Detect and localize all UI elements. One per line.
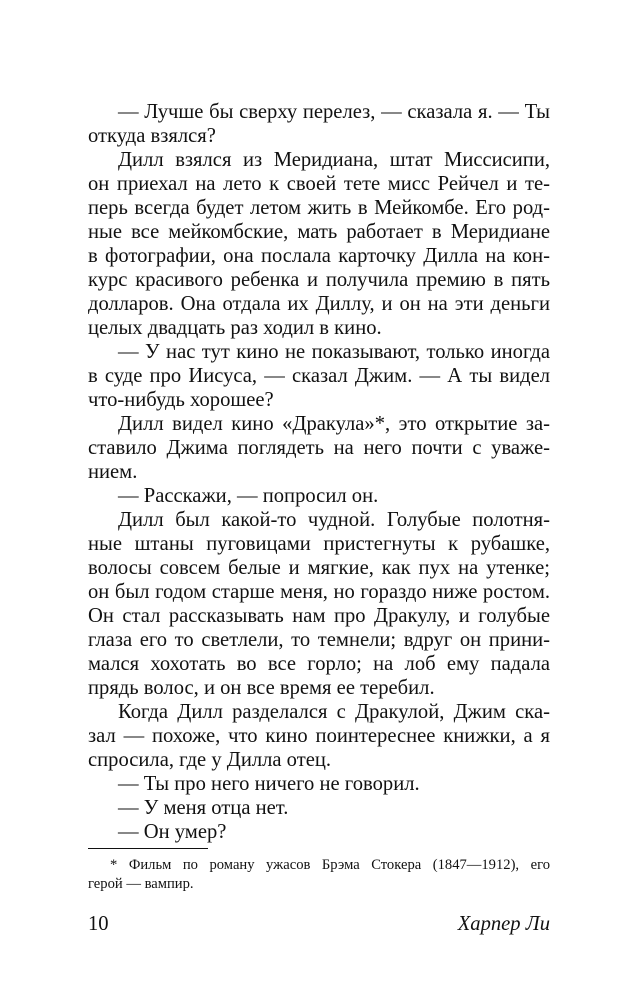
- text-line: в фотографии, она послала карточку Дилла на кон-: [88, 245, 550, 267]
- text-line: — Лучше бы сверху перелез, — сказала я. — Ты: [118, 101, 550, 123]
- page-number: 10: [88, 913, 109, 935]
- text-line: курс красивого ребенка и получила премию в пять: [88, 269, 550, 291]
- text-line: глаза его то светлели, то темнели; вдруг он прини-: [88, 629, 550, 651]
- text-line: откуда взялся?: [88, 125, 216, 147]
- text-line: — Он умер?: [118, 821, 227, 843]
- text-line: Дилл взялся из Меридиана, штат Миссисипи,: [118, 149, 550, 171]
- text-line: целых двадцать раз ходил в кино.: [88, 317, 382, 339]
- running-head: Харпер Ли: [457, 913, 550, 935]
- text-line: зал — похоже, что кино поинтереснее книжки, а я: [88, 725, 550, 747]
- text-line: перь всегда будет летом жить в Мейкомбе. Его род-: [88, 197, 550, 219]
- footnote-line: герой — вампир.: [88, 876, 194, 892]
- footnote-divider: [88, 848, 208, 849]
- text-line: волосы совсем белые и мягкие, как пух на утенке;: [88, 557, 550, 579]
- text-line: — У меня отца нет.: [118, 797, 289, 819]
- text-line: в суде про Иисуса, — сказал Джим. — А ты видел: [88, 365, 550, 387]
- text-line: Дилл был какой-то чудной. Голубые полотня-: [118, 509, 550, 531]
- text-line: — Ты про него ничего не говорил.: [118, 773, 420, 795]
- text-line: спросила, где у Дилла отец.: [88, 749, 332, 771]
- text-line: долларов. Она отдала их Диллу, и он на эти деньги: [88, 293, 550, 315]
- text-line: — У нас тут кино не показывают, только иногда: [118, 341, 550, 363]
- text-line: он приехал на лето к своей тете мисс Рейчел и те-: [88, 173, 550, 195]
- text-line: ные все мейкомбские, мать работает в Меридиане: [88, 221, 550, 243]
- text-line: он был годом старше меня, но гораздо ниже ростом.: [88, 581, 550, 603]
- text-line: ставило Джима поглядеть на него почти с уваже-: [88, 437, 550, 459]
- text-line: Дилл видел кино «Дракула»*, это открытие за-: [118, 413, 550, 435]
- text-line: нием.: [88, 461, 138, 483]
- text-line: прядь волос, и он все время ее теребил.: [88, 677, 435, 699]
- text-line: что-нибудь хорошее?: [88, 389, 274, 411]
- footnote-line: * Фильм по роману ужасов Брэма Стокера (1847—1912), его: [110, 857, 550, 873]
- text-line: ные штаны пуговицами пристегнуты к рубашке,: [88, 533, 550, 555]
- text-line: Он стал рассказывать нам про Дракулу, и голубые: [88, 605, 550, 627]
- text-line: — Расскажи, — попросил он.: [118, 485, 379, 507]
- text-line: мался хохотать во все горло; на лоб ему падала: [88, 653, 550, 675]
- text-line: Когда Дилл разделался с Дракулой, Джим ска-: [118, 701, 550, 723]
